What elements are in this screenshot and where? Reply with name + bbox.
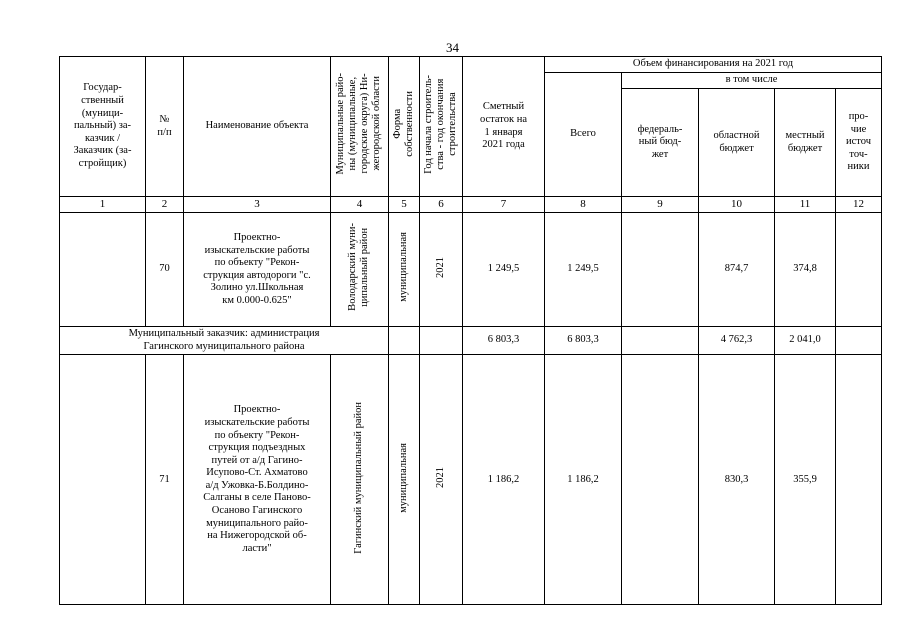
row-ownership-text: муниципальная [397,232,409,303]
row-customer-cell [60,213,146,327]
row-number: 71 [146,355,184,605]
subtotal-total: 6 803,3 [545,327,622,355]
subtotal-federal [622,327,699,355]
row-total: 1 249,5 [545,213,622,327]
column-number: 1 [60,197,146,213]
header-object-name: Наименование объекта [184,57,331,197]
row-municipality [331,355,389,605]
subtotal-regional: 4 762,3 [699,327,775,355]
column-number: 4 [331,197,389,213]
row-federal [622,355,699,605]
subtotal-estimate: 6 803,3 [463,327,545,355]
header-funding-title: Объем финансирования на 2021 год [545,57,882,73]
column-number: 6 [420,197,463,213]
row-other [836,213,882,327]
row-municipality-text: Володарский муни- ципальный район [347,223,371,312]
table-row [60,355,882,605]
column-number: 10 [699,197,775,213]
header-municipality-text: Муниципальные райо- ны (муниципальные, городские округа) Ни- жегородской области [335,73,383,175]
row-federal [622,213,699,327]
header-estimate: Сметный остаток на 1 января 2021 года [463,57,545,197]
row-ownership-text: муниципальная [397,442,409,513]
header-municipality [331,57,389,197]
row-other [836,355,882,605]
header-ownership-text: Форма собственности [391,91,415,158]
header-customer: Государ- ственный (муници- пальный) за- казчик / Заказчик (за- стройщик) [60,57,146,197]
column-number: 9 [622,197,699,213]
column-numbers-row [60,197,882,213]
subtotal-empty-cell [389,327,420,355]
row-regional: 874,7 [699,213,775,327]
row-ownership [389,355,420,605]
page-number: 34 [446,40,459,55]
header-regional: областной бюджет [699,89,775,197]
row-year-text: 2021 [434,256,446,278]
row-object-name: Проектно- изыскательские работы по объекту "Рекон- струкция автодороги "с. Золино ул.Школьная км 0.000-0.625" [184,213,331,327]
header-including: в том числе [622,73,882,89]
header-row-1 [60,57,882,73]
header-local: местный бюджет [775,89,836,197]
header-number: № п/п [146,57,184,197]
header-ownership [389,57,420,197]
row-object-name: Проектно- изыскательские работы по объекту "Рекон- струкция подъездных путей от а/д Гагино- Исупово-Ст. Ахматово а/д Ужовка-Б.Болдино- Салганы в селе Паново- Осаново Гагинского муниципального райо- на Нижегородской об- ласти" [184,355,331,605]
row-regional: 830,3 [699,355,775,605]
column-number: 5 [389,197,420,213]
subtotal-row [60,327,882,355]
row-year [420,213,463,327]
row-local: 355,9 [775,355,836,605]
column-number: 3 [184,197,331,213]
column-number: 2 [146,197,184,213]
row-customer-cell [60,355,146,605]
subtotal-label: Муниципальный заказчик: администрация Гагинского муниципального района [60,327,389,355]
row-local: 374,8 [775,213,836,327]
header-other: про- чие источ точ- ники [836,89,882,197]
column-number: 8 [545,197,622,213]
row-year-text: 2021 [434,467,446,489]
column-number: 12 [836,197,882,213]
column-number: 7 [463,197,545,213]
subtotal-local: 2 041,0 [775,327,836,355]
row-municipality-text: Гагинский муниципальный район [353,401,365,554]
row-total: 1 186,2 [545,355,622,605]
subtotal-other [836,327,882,355]
table-row [60,213,882,327]
row-municipality [331,213,389,327]
subtotal-empty-cell [420,327,463,355]
header-years [420,57,463,197]
row-estimate: 1 249,5 [463,213,545,327]
column-number: 11 [775,197,836,213]
row-ownership [389,213,420,327]
header-years-text: Год начала строитель- ства - год окончания строительства [422,74,459,174]
row-estimate: 1 186,2 [463,355,545,605]
header-federal: федераль- ный бюд- жет [622,89,699,197]
row-number: 70 [146,213,184,327]
financing-table [59,56,882,605]
header-total: Всего [545,73,622,197]
row-year [420,355,463,605]
